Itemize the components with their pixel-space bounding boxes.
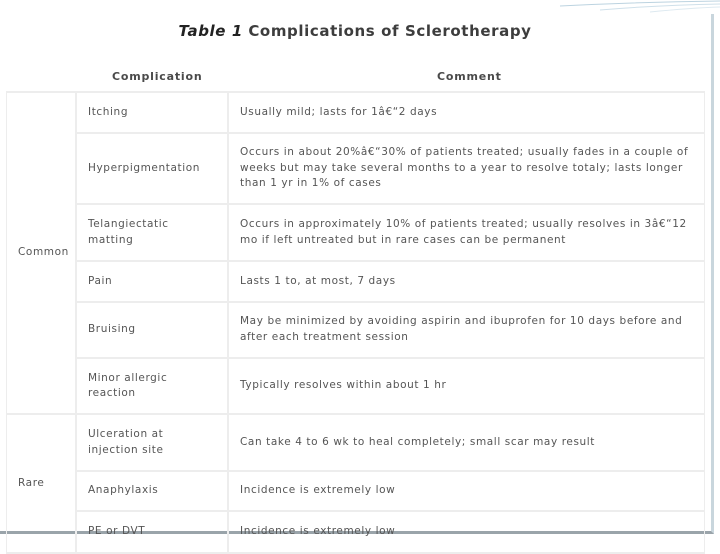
table-title xyxy=(0,22,710,40)
comment-cell: Occurs in approximately 10% of patients treated; usually resolves in 3â€“12 mo if left untreated but in rare cases can be permanent xyxy=(229,205,705,262)
complication-cell: Pain xyxy=(77,262,229,303)
table-row xyxy=(6,262,705,303)
comment-cell: Can take 4 to 6 wk to heal completely; small scar may result xyxy=(229,415,705,472)
comment-cell: May be minimized by avoiding aspirin and ibuprofen for 10 days before and after each treatment session xyxy=(229,303,705,360)
table-row xyxy=(6,303,705,360)
table-row xyxy=(6,359,705,415)
complication-cell: Minor allergic reaction xyxy=(77,359,229,415)
table-row xyxy=(6,472,705,512)
table-row xyxy=(6,415,705,472)
table-row xyxy=(6,134,705,206)
group-label-common: Common xyxy=(6,91,77,415)
complication-cell: Bruising xyxy=(77,303,229,360)
complication-cell: Hyperpigmentation xyxy=(77,134,229,206)
comment-cell: Lasts 1 to, at most, 7 days xyxy=(229,262,705,303)
comment-cell: Usually mild; lasts for 1â€“2 days xyxy=(229,91,705,134)
group-label-rare: Rare xyxy=(6,415,77,554)
table-row xyxy=(6,91,705,134)
complication-cell: Ulceration at injection site xyxy=(77,415,229,472)
table-number: Table 1 xyxy=(178,22,243,40)
comment-cell: Typically resolves within about 1 hr xyxy=(229,359,705,415)
comment-cell: Incidence is extremely low xyxy=(229,472,705,512)
complication-cell: Anaphylaxis xyxy=(77,472,229,512)
table-row xyxy=(6,512,705,554)
header-comment: Comment xyxy=(437,70,502,83)
table-caption: Complications of Sclerotherapy xyxy=(248,22,532,40)
comment-cell: Incidence is extremely low xyxy=(229,512,705,554)
complication-cell: PE or DVT xyxy=(77,512,229,554)
header-complication: Complication xyxy=(112,70,203,83)
complication-cell: Telangiectatic matting xyxy=(77,205,229,262)
table-row xyxy=(6,205,705,262)
comment-cell: Occurs in about 20%â€“30% of patients treated; usually fades in a couple of weeks but may take several months to a year to resolve totaly; lasts longer than 1 yr in 1% of cases xyxy=(229,134,705,206)
complications-table xyxy=(6,91,705,554)
complication-cell: Itching xyxy=(77,91,229,134)
